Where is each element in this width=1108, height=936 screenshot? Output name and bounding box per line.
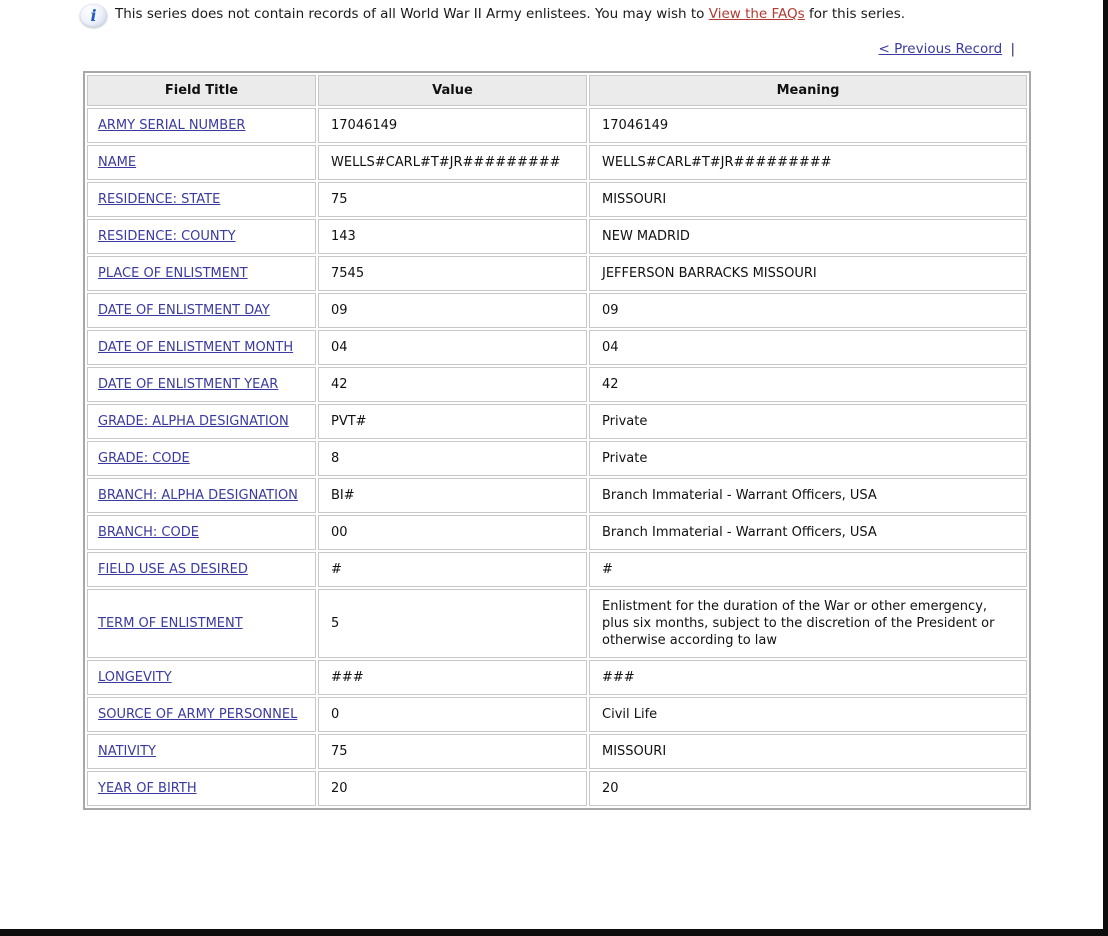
meaning-cell: Branch Immaterial - Warrant Officers, USA bbox=[589, 478, 1027, 513]
table-row bbox=[87, 660, 1027, 695]
info-icon: i bbox=[80, 4, 107, 27]
header-meaning: Meaning bbox=[589, 75, 1027, 106]
table-row bbox=[87, 145, 1027, 180]
field-title-link[interactable]: NAME bbox=[98, 155, 137, 170]
meaning-cell: Civil Life bbox=[589, 697, 1027, 732]
field-title-link[interactable]: YEAR OF BIRTH bbox=[98, 781, 197, 796]
header-field-title: Field Title bbox=[87, 75, 316, 106]
value-cell: # bbox=[318, 552, 587, 587]
value-cell: BI# bbox=[318, 478, 587, 513]
value-cell: 75 bbox=[318, 734, 587, 769]
value-cell: ### bbox=[318, 660, 587, 695]
meaning-cell: MISSOURI bbox=[589, 182, 1027, 217]
record-navigation bbox=[0, 41, 1015, 57]
table-row bbox=[87, 515, 1027, 550]
value-cell: 17046149 bbox=[318, 108, 587, 143]
table-row bbox=[87, 219, 1027, 254]
table-row bbox=[87, 589, 1027, 658]
table-row bbox=[87, 771, 1027, 806]
value-cell: 09 bbox=[318, 293, 587, 328]
field-title-link[interactable]: RESIDENCE: STATE bbox=[98, 192, 221, 207]
series-notice-text bbox=[115, 3, 905, 24]
table-row bbox=[87, 552, 1027, 587]
meaning-cell: Branch Immaterial - Warrant Officers, USA bbox=[589, 515, 1027, 550]
field-title-link[interactable]: RESIDENCE: COUNTY bbox=[98, 229, 236, 244]
table-row bbox=[87, 330, 1027, 365]
table-row bbox=[87, 256, 1027, 291]
value-cell: WELLS#CARL#T#JR######### bbox=[318, 145, 587, 180]
table-row bbox=[87, 404, 1027, 439]
meaning-cell: JEFFERSON BARRACKS MISSOURI bbox=[589, 256, 1027, 291]
value-cell: 143 bbox=[318, 219, 587, 254]
field-title-link[interactable]: DATE OF ENLISTMENT DAY bbox=[98, 303, 270, 318]
table-header-row bbox=[87, 75, 1027, 106]
field-title-link[interactable]: GRADE: ALPHA DESIGNATION bbox=[98, 414, 289, 429]
field-title-link[interactable]: BRANCH: CODE bbox=[98, 525, 199, 540]
field-title-link[interactable]: DATE OF ENLISTMENT YEAR bbox=[98, 377, 279, 392]
value-cell: 42 bbox=[318, 367, 587, 402]
field-title-link[interactable]: ARMY SERIAL NUMBER bbox=[98, 118, 246, 133]
table-row bbox=[87, 697, 1027, 732]
field-title-link[interactable]: GRADE: CODE bbox=[98, 451, 190, 466]
table-row bbox=[87, 293, 1027, 328]
meaning-cell: ### bbox=[589, 660, 1027, 695]
view-faqs-link[interactable]: View the FAQs bbox=[708, 6, 805, 22]
record-table bbox=[83, 71, 1031, 810]
previous-record-link[interactable]: < Previous Record bbox=[878, 41, 1003, 57]
field-title-link[interactable]: PLACE OF ENLISTMENT bbox=[98, 266, 248, 281]
value-cell: 0 bbox=[318, 697, 587, 732]
notice-text-after: for this series. bbox=[804, 6, 906, 22]
value-cell: 5 bbox=[318, 589, 587, 658]
meaning-cell: NEW MADRID bbox=[589, 219, 1027, 254]
meaning-cell: Private bbox=[589, 441, 1027, 476]
notice-text-before: This series does not contain records of all World War II Army enlistees. You may wish to bbox=[115, 6, 709, 22]
field-title-link[interactable]: TERM OF ENLISTMENT bbox=[98, 616, 243, 631]
value-cell: 00 bbox=[318, 515, 587, 550]
value-cell: 8 bbox=[318, 441, 587, 476]
value-cell: 20 bbox=[318, 771, 587, 806]
meaning-cell: Enlistment for the duration of the War or other emergency, plus six months, subject to the discretion of the President or otherwise according to law bbox=[589, 589, 1027, 658]
nav-separator: | bbox=[1010, 41, 1015, 57]
meaning-cell: 09 bbox=[589, 293, 1027, 328]
field-title-link[interactable]: FIELD USE AS DESIRED bbox=[98, 562, 248, 577]
table-row bbox=[87, 441, 1027, 476]
field-title-link[interactable]: BRANCH: ALPHA DESIGNATION bbox=[98, 488, 298, 503]
value-cell: 75 bbox=[318, 182, 587, 217]
field-title-link[interactable]: DATE OF ENLISTMENT MONTH bbox=[98, 340, 294, 355]
table-row bbox=[87, 108, 1027, 143]
table-row bbox=[87, 182, 1027, 217]
table-row bbox=[87, 367, 1027, 402]
field-title-link[interactable]: SOURCE OF ARMY PERSONNEL bbox=[98, 707, 298, 722]
meaning-cell: Private bbox=[589, 404, 1027, 439]
value-cell: PVT# bbox=[318, 404, 587, 439]
value-cell: 7545 bbox=[318, 256, 587, 291]
header-value: Value bbox=[318, 75, 587, 106]
field-title-link[interactable]: LONGEVITY bbox=[98, 670, 172, 685]
series-notice bbox=[80, 3, 1103, 27]
field-title-link[interactable]: NATIVITY bbox=[98, 744, 156, 759]
value-cell: 04 bbox=[318, 330, 587, 365]
meaning-cell: WELLS#CARL#T#JR######### bbox=[589, 145, 1027, 180]
meaning-cell: 17046149 bbox=[589, 108, 1027, 143]
table-row bbox=[87, 734, 1027, 769]
table-row bbox=[87, 478, 1027, 513]
meaning-cell: 42 bbox=[589, 367, 1027, 402]
meaning-cell: # bbox=[589, 552, 1027, 587]
meaning-cell: MISSOURI bbox=[589, 734, 1027, 769]
meaning-cell: 04 bbox=[589, 330, 1027, 365]
meaning-cell: 20 bbox=[589, 771, 1027, 806]
